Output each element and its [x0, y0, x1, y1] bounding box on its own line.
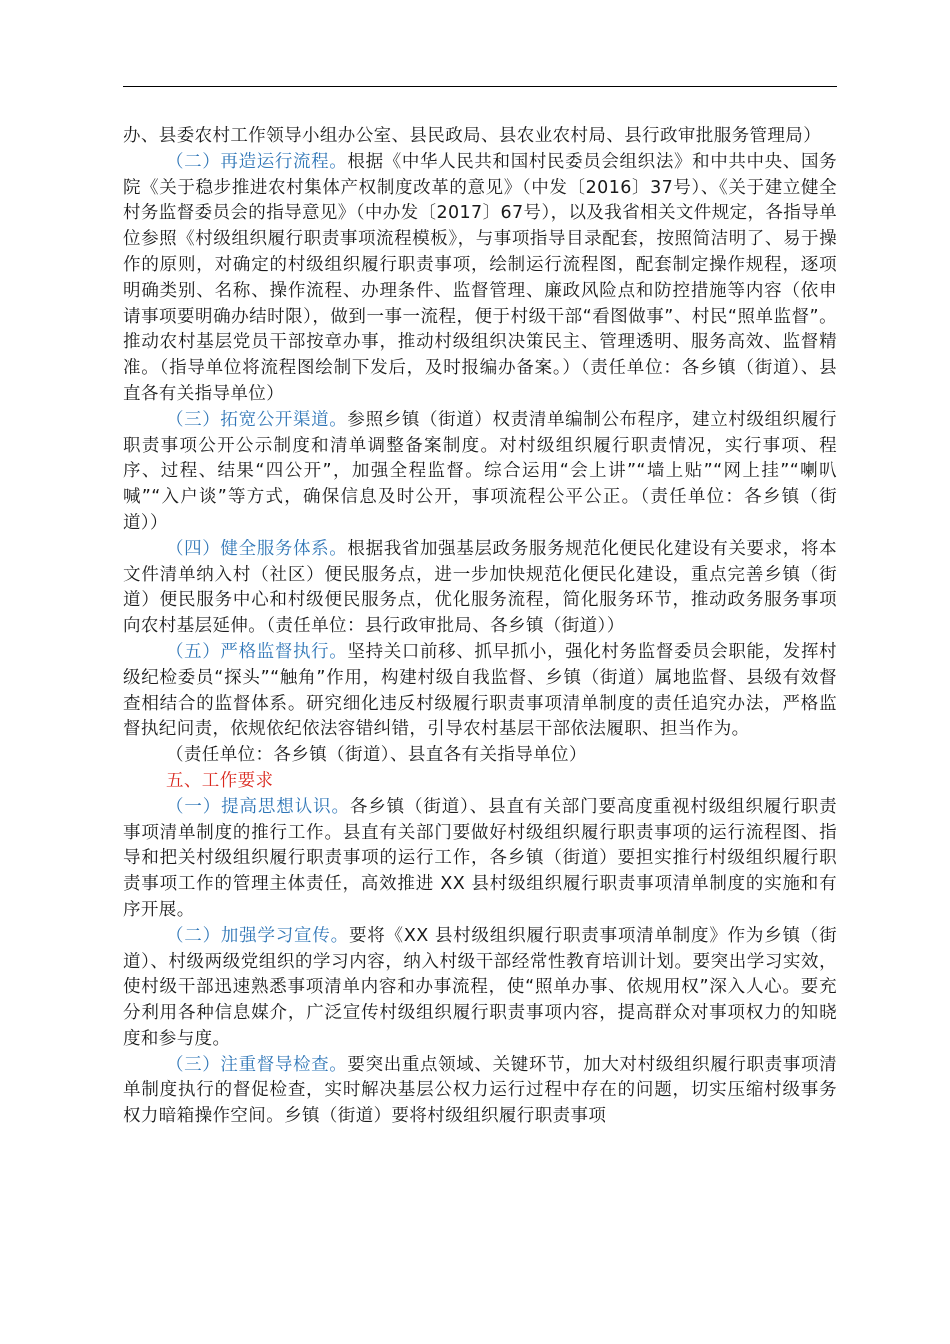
document-body	[123, 124, 837, 1130]
item-text: 各乡镇（街道）、县直有关部门要高度重视村级组织履行职责事项清单制度的推行工作。县直有关部门要做好村级组织履行职责事项的运行流程图、指导和把关村级组织履行职责事项的运行工作，各乡镇（街道）要担实推行村级组织履行职责事项工作的管理主体责任，高效推进 XX 县村级组织履行职责事项清单制度的实施和有序开展。	[123, 796, 837, 920]
item-text: 要突出重点领域、关键环节，加大对村级组织履行职责事项清单制度执行的督促检查，实时解决基层公权力运行过程中存在的问题，切实压缩村级事务权力暗箱操作空间。乡镇（街道）要将村级组织履行职责事项	[123, 1054, 837, 1127]
section-title: 五、工作要求	[166, 770, 274, 791]
responsibility-note	[123, 743, 837, 769]
item-strict-supervision	[123, 640, 837, 743]
item-heading: （三）拓宽公开渠道。	[166, 409, 348, 430]
item-text: 坚持关口前移、抓早抓小，强化村务监督委员会职能，发挥村级纪检委员“探头”“触角”作用，构建村级自我监督、乡镇（街道）属地监督、县级有效督查相结合的监督体系。研究细化违反村级履行职责事项清单制度的责任追究办法，严格监督执纪问责，依规依纪依法容错纠错，引导农村基层干部依法履职、担当作为。	[123, 641, 837, 740]
item-reshape-process	[123, 150, 837, 408]
item-heading: （三）注重督导检查。	[166, 1054, 348, 1075]
paragraph-text: （责任单位：各乡镇（街道）、县直各有关指导单位）	[166, 745, 587, 766]
item-heading: （五）严格监督执行。	[166, 641, 348, 662]
section-heading	[123, 769, 837, 795]
item-widen-channels	[123, 408, 837, 537]
item-heading: （一）提高思想认识。	[166, 796, 350, 817]
item-text: 根据《中华人民共和国村民委员会组织法》和中共中央、国务院《关于稳步推进农村集体产权制度改革的意见》（中发〔2016〕37号）、《关于建立健全村务监督委员会的指导意见》（中办发〔2017〕67号），以及我省相关文件规定，各指导单位参照《村级组织履行职责事项流程模板》，与事项指导目录配套，按照简洁明了、易于操作的原则，对确定的村级组织履行职责事项，绘制运行流程图，配套制定操作规程，逐项明确类别、名称、操作流程、办理条件、监督管理、廉政风险点和防控措施等内容（依申请事项要明确办结时限），做到一事一流程，便于村级干部“看图做事”、村民“照单监督”。推动农村基层党员干部按章办事，推动村级组织决策民主、管理透明、服务高效、监督精准。（指导单位将流程图绘制下发后，及时报编办备案。）（责任单位：各乡镇（街道）、县直各有关指导单位）	[123, 151, 838, 404]
item-text: 要将《XX 县村级组织履行职责事项清单制度》作为乡镇（街道）、村级两级党组织的学习内容，纳入村级干部经常性教育培训计划。要突出学习实效，使村级干部迅速熟悉事项清单内容和办事流程，使“照单办事、依规用权”深入人心。要充分利用各种信息媒介，广泛宣传村级组织履行职责事项内容，提高群众对事项权力的知晓度和参与度。	[123, 925, 837, 1049]
item-text: 根据我省加强基层政务服务规范化便民化建设有关要求，将本文件清单纳入村（社区）便民服务点，进一步加快规范化便民化建设，重点完善乡镇（街道）便民服务中心和村级便民服务点，优化服务流程，简化服务环节，推动政务服务事项向农村基层延伸。（责任单位：县行政审批局、各乡镇（街道））	[123, 538, 837, 637]
item-inspection	[123, 1053, 837, 1130]
item-publicity	[123, 924, 837, 1053]
item-text: 参照乡镇（街道）权责清单编制公布程序，建立村级组织履行职责事项公开公示制度和清单调整备案制度。对村级组织履行职责情况，实行事项、程序、过程、结果“四公开”，加强全程监督。综合运用“会上讲”“墙上贴”“网上挂”“喇叭喊”“入户谈”等方式，确保信息及时公开，事项流程公平公正。（责任单位：各乡镇（街道））	[123, 409, 837, 533]
header-rule	[123, 86, 837, 87]
item-service-system	[123, 537, 837, 640]
item-raise-awareness	[123, 795, 837, 924]
paragraph-text: 办、县委农村工作领导小组办公室、县民政局、县农业农村局、县行政审批服务管理局）	[123, 126, 822, 146]
item-heading: （四）健全服务体系。	[166, 538, 348, 559]
item-heading: （二）加强学习宣传。	[166, 925, 349, 946]
paragraph-continuation	[123, 124, 837, 150]
item-heading: （二）再造运行流程。	[166, 151, 348, 172]
